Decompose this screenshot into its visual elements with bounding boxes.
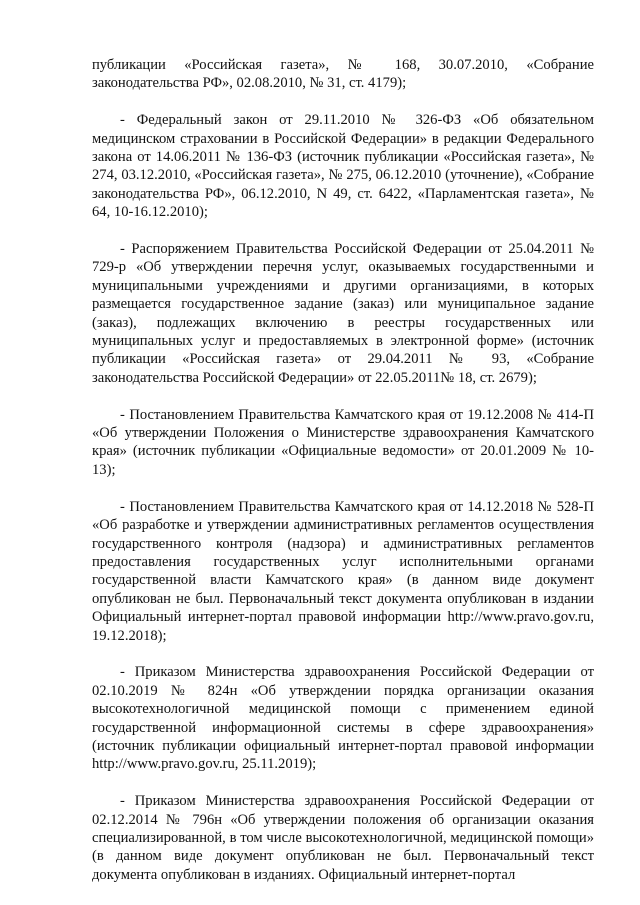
paragraph-continuation: публикации «Российская газета», № 168, 30.07.2010, «Собрание законодательства РФ», 02.08.2010, № 31, ст. 4179); <box>92 57 594 92</box>
paragraph-ministry-order-796: - Приказом Министерства здравоохранения Российской Федерации от 02.12.2014 № 796н «Об утверждении положения об организации оказания специализированной, в том числе высокотехнологичной, медицинской помощи» (в данном виде документ опубликован не был. Первоначальный текст документа опубликован в изданиях. Официальный интернет-портал <box>92 793 594 883</box>
paragraph-government-order-729: - Распоряжением Правительства Российской Федерации от 25.04.2011 № 729-р «Об утверждении перечня услуг, оказываемых государственными и муниципальными учреждениями и другими организациями, в которых размещается государственное задание (заказ) или муниципальное задание (заказ), подлежащих включению в реестры государственных или муниципальных услуг и предоставляемых в электронной форме» (источник публикации «Российская газета» от 29.04.2011 № 93, «Собрание законодательства Российской Федерации» от 22.05.2011№ 18, ст. 2679); <box>92 241 594 386</box>
paragraph-federal-law-326: - Федеральный закон от 29.11.2010 № 326-ФЗ «Об обязательном медицинском страховании в Российской Федерации» в редакции Федерального закона от 14.06.2011 № 136-ФЗ (источник публикации «Российская газета», № 274, 03.12.2010, «Российская газета», № 275, 06.12.2010 (уточнение), «Собрание законодательства РФ», 06.12.2010, N 49, ст. 6422, «Парламентская газета», № 64, 10-16.12.2010); <box>92 112 594 221</box>
paragraph-ministry-order-824: - Приказом Министерства здравоохранения Российской Федерации от 02.10.2019 № 824н «Об утверждении порядка организации оказания высокотехнологичной медицинской помощи с применением единой государственной информационной системы в сфере здравоохранения» (источник публикации официальный интернет-портал правовой информации http://www.pravo.gov.ru, 25.11.2019); <box>92 664 594 773</box>
paragraph-kamchatka-resolution-528: - Постановлением Правительства Камчатского края от 14.12.2018 № 528-П «Об разработке и утверждении административных регламентов осуществления государственного контроля (надзора) и административных регламентов предоставления государственных услуг исполнительными органами государственной власти Камчатского края» (в данном виде документ опубликован не был. Первоначальный текст документа опубликован в издании Официальный интернет-портал правовой информации http://www.pravo.gov.ru, 19.12.2018); <box>92 498 594 644</box>
paragraph-kamchatka-resolution-414: - Постановлением Правительства Камчатского края от 19.12.2008 № 414-П «Об утверждении Положения о Министерстве здравоохранения Камчатского края» (источник публикации «Официальные ведомости» от 20.01.2009 № 10-13); <box>92 406 594 478</box>
document-body <box>92 56 594 884</box>
